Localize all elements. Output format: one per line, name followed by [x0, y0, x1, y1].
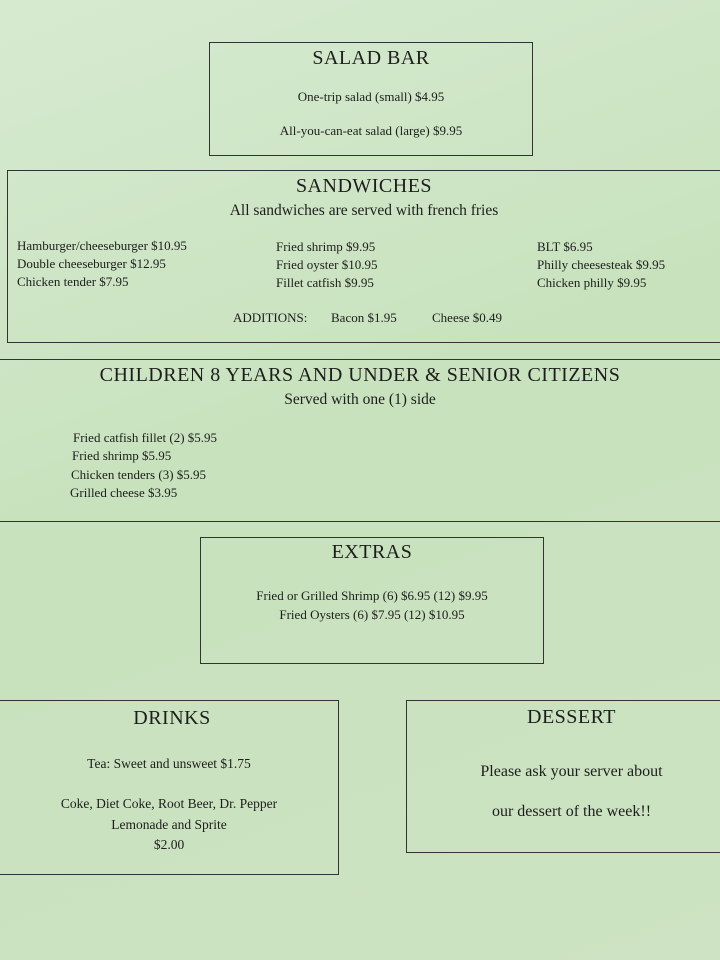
salad-item: All-you-can-eat salad (large) $9.95 [279, 123, 463, 138]
additions-label: ADDITIONS: [233, 310, 308, 325]
drinks-sodas-line2: Lemonade and Sprite [111, 817, 227, 832]
extras-title: EXTRAS [331, 541, 413, 563]
drinks-sodas-price: $2.00 [153, 837, 185, 852]
drinks-sodas-line1: Coke, Diet Coke, Root Beer, Dr. Pepper [60, 796, 278, 811]
salad-bar-title: SALAD BAR [312, 47, 430, 69]
children-item: Fried catfish fillet (2) $5.95 [73, 430, 218, 445]
dessert-title: DESSERT [527, 706, 616, 728]
dessert-section [406, 700, 720, 853]
drinks-section [0, 700, 339, 875]
children-title: CHILDREN 8 YEARS AND UNDER & SENIOR CITIZENS [99, 364, 621, 386]
children-item: Fried shrimp $5.95 [72, 448, 172, 463]
sandwiches-section [7, 170, 720, 343]
children-subtitle: Served with one (1) side [284, 391, 436, 408]
sandwich-item: Chicken tender $7.95 [17, 274, 129, 289]
sandwich-item: Philly cheesesteak $9.95 [537, 257, 666, 272]
children-seniors-section [0, 359, 720, 522]
sandwich-item: Hamburger/cheeseburger $10.95 [17, 238, 187, 253]
children-item: Grilled cheese $3.95 [70, 485, 178, 500]
dessert-line2: our dessert of the week!! [491, 803, 652, 820]
sandwich-item: Double cheeseburger $12.95 [17, 256, 166, 271]
dessert-line1: Please ask your server about [480, 763, 663, 780]
drinks-tea: Tea: Sweet and unsweet $1.75 [87, 756, 251, 771]
extras-section [200, 537, 544, 664]
children-item: Chicken tenders (3) $5.95 [71, 467, 207, 482]
addition-item: Bacon $1.95 [331, 310, 397, 325]
addition-item: Cheese $0.49 [432, 310, 503, 325]
sandwich-item: Chicken philly $9.95 [537, 275, 647, 290]
sandwich-item: BLT $6.95 [537, 239, 593, 254]
sandwich-item: Fried shrimp $9.95 [276, 239, 376, 254]
sandwich-item: Fillet catfish $9.95 [276, 275, 374, 290]
sandwiches-title: SANDWICHES [295, 175, 433, 197]
extras-item: Fried Oysters (6) $7.95 (12) $10.95 [279, 607, 465, 622]
salad-item: One-trip salad (small) $4.95 [297, 89, 445, 104]
sandwiches-subtitle: All sandwiches are served with french fries [229, 202, 499, 219]
sandwich-item: Fried oyster $10.95 [276, 257, 378, 272]
salad-bar-section [209, 42, 533, 156]
drinks-title: DRINKS [133, 707, 211, 729]
extras-item: Fried or Grilled Shrimp (6) $6.95 (12) $9.95 [256, 588, 488, 603]
